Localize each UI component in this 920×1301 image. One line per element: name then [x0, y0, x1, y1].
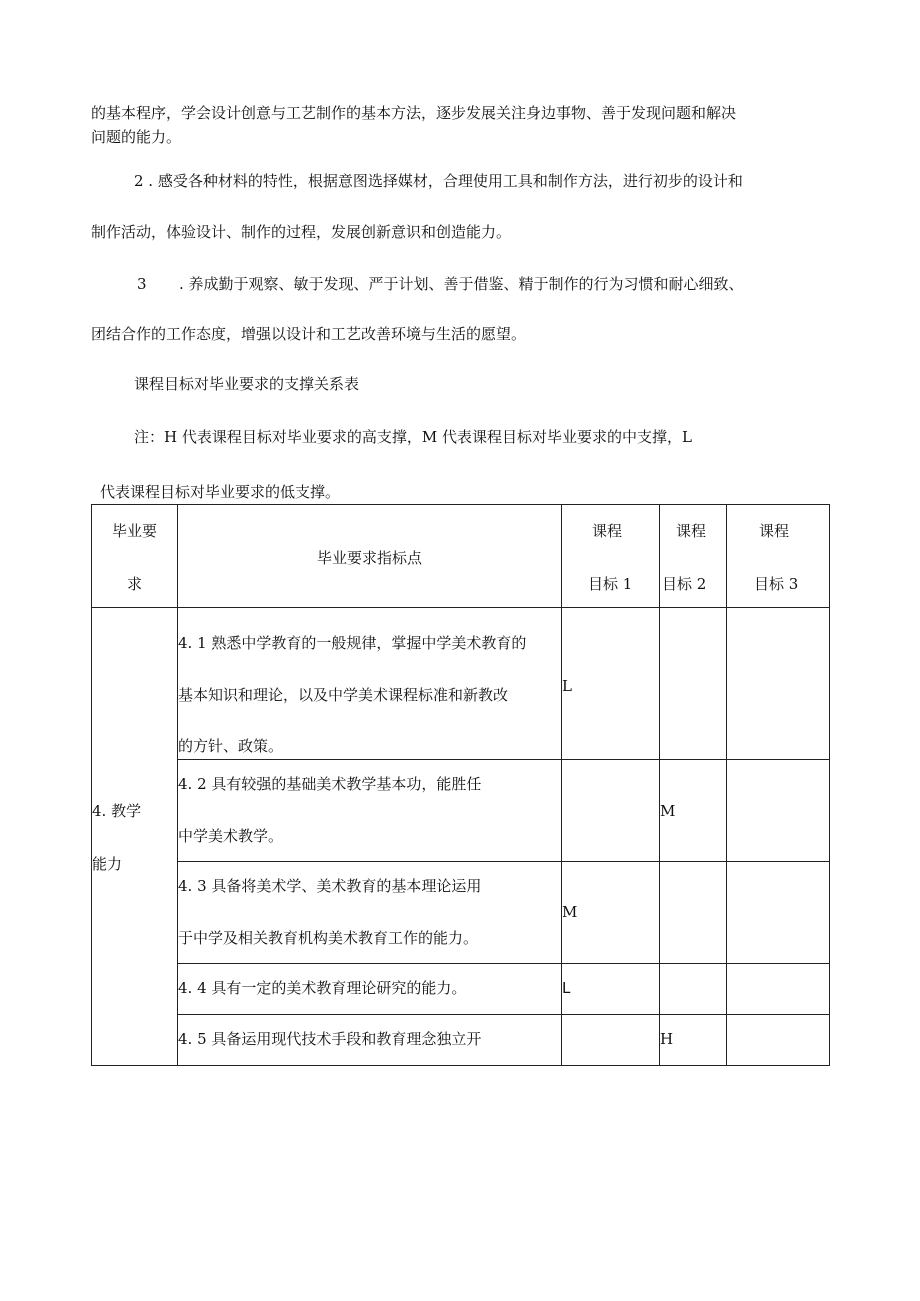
header-col2: 毕业要求指标点 [316, 549, 422, 567]
paragraph-3-number: 3 [137, 275, 147, 293]
paragraph-3-line-1: . 养成勤于观察、敏于发现、严于计划、善于借鉴、精于制作的行为习惯和耐心细致、 [179, 275, 744, 293]
header-col5-line2: 目标 3 [754, 575, 799, 593]
row1-goal1: L [562, 677, 572, 695]
header-indicator-points [178, 505, 562, 608]
goal1-cell [562, 608, 660, 760]
row2-line2: 中学美术教学。 [178, 827, 284, 845]
goal1-cell [562, 964, 660, 1015]
table-row [92, 760, 830, 862]
category-line2: 能力 [92, 855, 123, 873]
header-col1-line2: 求 [126, 575, 142, 593]
row3-line1: 4. 3 具备将美术学、美术教育的基本理论运用 [178, 877, 482, 895]
row1-line2: 基本知识和理论，以及中学美术课程标准和新教改 [178, 686, 509, 704]
goal3-cell [727, 1015, 830, 1066]
row4-line1: 4. 4 具有一定的美术教育理论研究的能力。 [178, 979, 467, 997]
row2-line1: 4. 2 具有较强的基础美术教学基本功，能胜任 [178, 775, 482, 793]
row5-goal2: H [660, 1030, 674, 1048]
table-row [92, 1015, 830, 1066]
header-col5-line1: 课程 [759, 522, 790, 540]
indicator-cell [178, 964, 562, 1015]
paragraph-1-line-2: 问题的能力。 [91, 128, 182, 146]
goal2-cell [660, 1015, 727, 1066]
note-line-2: 代表课程目标对毕业要求的低支撑。 [100, 483, 341, 501]
indicator-cell [178, 608, 562, 760]
goal3-cell [727, 964, 830, 1015]
row3-goal1: M [562, 903, 578, 921]
goal2-cell [660, 862, 727, 964]
goal2-cell [660, 608, 727, 760]
table-row [92, 964, 830, 1015]
goal3-cell [727, 862, 830, 964]
row1-line3: 的方针、政策。 [178, 737, 284, 755]
header-col3-line1: 课程 [592, 522, 623, 540]
row3-line2: 于中学及相关教育机构美术教育工作的能力。 [178, 929, 479, 947]
header-course-goal-3 [727, 505, 830, 608]
goal3-cell [727, 760, 830, 862]
header-col1-line1: 毕业要 [111, 522, 157, 540]
paragraph-2-line-2: 制作活动，体验设计、制作的过程，发展创新意识和创造能力。 [91, 223, 512, 241]
row4-goal1: L [562, 979, 571, 997]
table-row [92, 608, 830, 760]
header-graduation-requirement [92, 505, 178, 608]
goal1-cell [562, 1015, 660, 1066]
goal2-cell [660, 964, 727, 1015]
paragraph-1-line-1: 的基本程序，学会设计创意与工艺制作的基本方法，逐步发展关注身边事物、善于发现问题和解决 [91, 104, 737, 122]
goal1-cell [562, 862, 660, 964]
table-row [92, 862, 830, 964]
header-col3-line2: 目标 1 [588, 575, 633, 593]
row1-line1: 4. 1 熟悉中学教育的一般规律，掌握中学美术教育的 [178, 634, 527, 652]
table-title: 课程目标对毕业要求的支撑关系表 [134, 375, 360, 393]
row5-line1: 4. 5 具备运用现代技术手段和教育理念独立开 [178, 1030, 482, 1048]
indicator-cell [178, 1015, 562, 1066]
table-header-row [92, 505, 830, 608]
header-course-goal-1 [562, 505, 660, 608]
header-col4-line1: 课程 [676, 522, 707, 540]
paragraph-3-line-2: 团结合作的工作态度，增强以设计和工艺改善环境与生活的愿望。 [91, 325, 527, 343]
goal3-cell [727, 608, 830, 760]
paragraph-2-line-1: 2 . 感受各种材料的特性，根据意图选择媒材，合理使用工具和制作方法，进行初步的设计和 [134, 172, 743, 190]
goal2-cell [660, 760, 727, 862]
goal1-cell [562, 760, 660, 862]
header-col4-line2: 目标 2 [662, 575, 707, 593]
indicator-cell [178, 862, 562, 964]
header-course-goal-2 [660, 505, 727, 608]
indicator-cell [178, 760, 562, 862]
note-line-1: 注：H 代表课程目标对毕业要求的高支撑，M 代表课程目标对毕业要求的中支撑，L [134, 428, 692, 446]
category-cell [92, 608, 178, 1066]
category-line1: 4. 教学 [92, 802, 142, 820]
support-relation-table [91, 504, 830, 1066]
row2-goal2: M [660, 802, 676, 820]
